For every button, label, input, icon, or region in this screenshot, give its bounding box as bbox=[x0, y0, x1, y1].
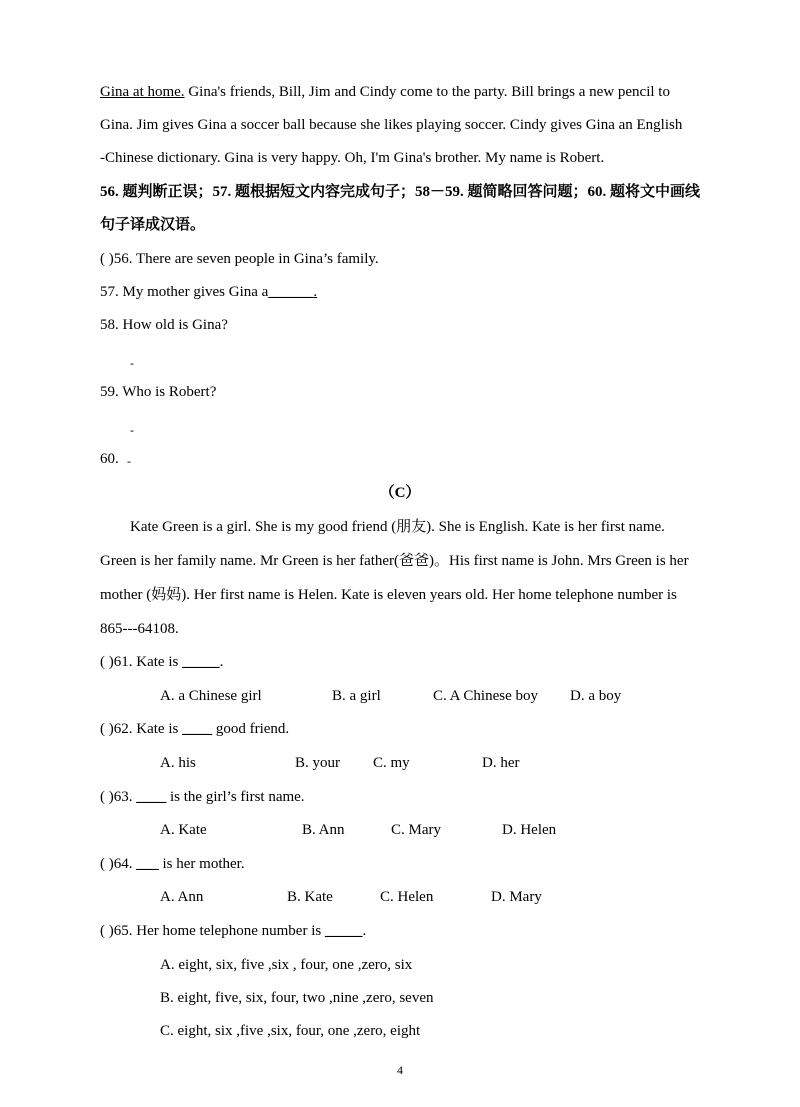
option-62-b[interactable]: B. your bbox=[295, 755, 340, 771]
answer-line-60[interactable]: - bbox=[127, 454, 131, 468]
option-61-c[interactable]: C. A Chinese boy bbox=[433, 688, 539, 704]
question-62: ( )62. Kate is ____ good friend. bbox=[100, 721, 290, 737]
passage-c-line-4: 865---64108. bbox=[100, 621, 179, 637]
answer-paren[interactable]: ( ) bbox=[100, 721, 114, 737]
passage-b-line-3: -Chinese dictionary. Gina is very happy. Oh, I'm Gina's brother. My name is Robert. bbox=[100, 150, 605, 166]
question-63: ( )63. ____ is the girl’s first name. bbox=[100, 789, 305, 805]
question-58: 58. How old is Gina? bbox=[100, 317, 228, 333]
answer-line-58[interactable]: - bbox=[130, 356, 134, 370]
answer-blank[interactable]: _____ bbox=[182, 654, 220, 670]
underlined-sentence: Gina at home. bbox=[100, 84, 185, 100]
answer-blank[interactable]: ____ bbox=[136, 789, 167, 805]
question-60: 60. bbox=[100, 451, 119, 467]
question-56: ( )56. There are seven people in Gina’s family. bbox=[100, 251, 379, 267]
answer-blank[interactable]: ____ bbox=[182, 721, 213, 737]
passage-b-line-1: Gina at home. Gina's friends, Bill, Jim and Cindy come to the party. Bill brings a new pencil to bbox=[100, 84, 670, 100]
option-63-c[interactable]: C. Mary bbox=[391, 822, 441, 838]
option-61-d[interactable]: D. a boy bbox=[570, 688, 622, 704]
question-65: ( )65. Her home telephone number is _____. bbox=[100, 923, 367, 939]
answer-paren[interactable]: ( ) bbox=[100, 654, 114, 670]
question-64: ( )64. ___ is her mother. bbox=[100, 856, 245, 872]
option-62-c[interactable]: C. my bbox=[373, 755, 410, 771]
instructions-line-2: 句子译成汉语。 bbox=[100, 217, 206, 233]
answer-line-59[interactable]: - bbox=[130, 423, 134, 437]
question-59: 59. Who is Robert? bbox=[100, 384, 217, 400]
question-61: ( )61. Kate is _____. bbox=[100, 654, 224, 670]
option-64-b[interactable]: B. Kate bbox=[287, 889, 333, 905]
option-61-a[interactable]: A. a Chinese girl bbox=[160, 688, 262, 704]
option-63-d[interactable]: D. Helen bbox=[502, 822, 557, 838]
passage-c-line-2: Green is her family name. Mr Green is her father(爸爸)。His first name is John. Mrs Green is her bbox=[100, 553, 689, 569]
answer-blank[interactable]: ___ bbox=[136, 856, 159, 872]
answer-paren[interactable]: ( ) bbox=[100, 251, 114, 267]
answer-paren[interactable]: ( ) bbox=[100, 856, 114, 872]
option-64-d[interactable]: D. Mary bbox=[491, 889, 542, 905]
answer-paren[interactable]: ( ) bbox=[100, 923, 114, 939]
option-65-a[interactable]: A. eight, six, five ,six , four, one ,zero, six bbox=[160, 957, 413, 973]
answer-blank[interactable]: ______. bbox=[268, 284, 318, 300]
option-62-d[interactable]: D. her bbox=[482, 755, 520, 771]
option-62-a[interactable]: A. his bbox=[160, 755, 196, 771]
passage-c-line-3: mother (妈妈). Her first name is Helen. Kate is eleven years old. Her home telephone number is bbox=[100, 587, 677, 603]
answer-paren[interactable]: ( ) bbox=[100, 789, 114, 805]
page-number: 4 bbox=[397, 1063, 403, 1077]
option-65-c[interactable]: C. eight, six ,five ,six, four, one ,zero, eight bbox=[160, 1023, 421, 1039]
option-63-a[interactable]: A. Kate bbox=[160, 822, 207, 838]
option-63-b[interactable]: B. Ann bbox=[302, 822, 345, 838]
question-57: 57. My mother gives Gina a______. bbox=[100, 284, 318, 300]
instructions-line-1: 56. 题判断正误；57. 题根据短文内容完成句子；58－59. 题简略回答问题；60. 题将文中画线 bbox=[100, 184, 701, 200]
option-64-a[interactable]: A. Ann bbox=[160, 889, 204, 905]
answer-blank[interactable]: _____ bbox=[324, 923, 363, 939]
passage-b-line-2: Gina. Jim gives Gina a soccer ball because she likes playing soccer. Cindy gives Gina an English bbox=[100, 117, 683, 133]
option-64-c[interactable]: C. Helen bbox=[380, 889, 434, 905]
option-61-b[interactable]: B. a girl bbox=[332, 688, 381, 704]
option-65-b[interactable]: B. eight, five, six, four, two ,nine ,zero, seven bbox=[160, 990, 434, 1006]
section-c-title: （C） bbox=[379, 485, 421, 501]
passage-c-line-1: Kate Green is a girl. She is my good friend (朋友). She is English. Kate is her first name. bbox=[130, 519, 665, 535]
